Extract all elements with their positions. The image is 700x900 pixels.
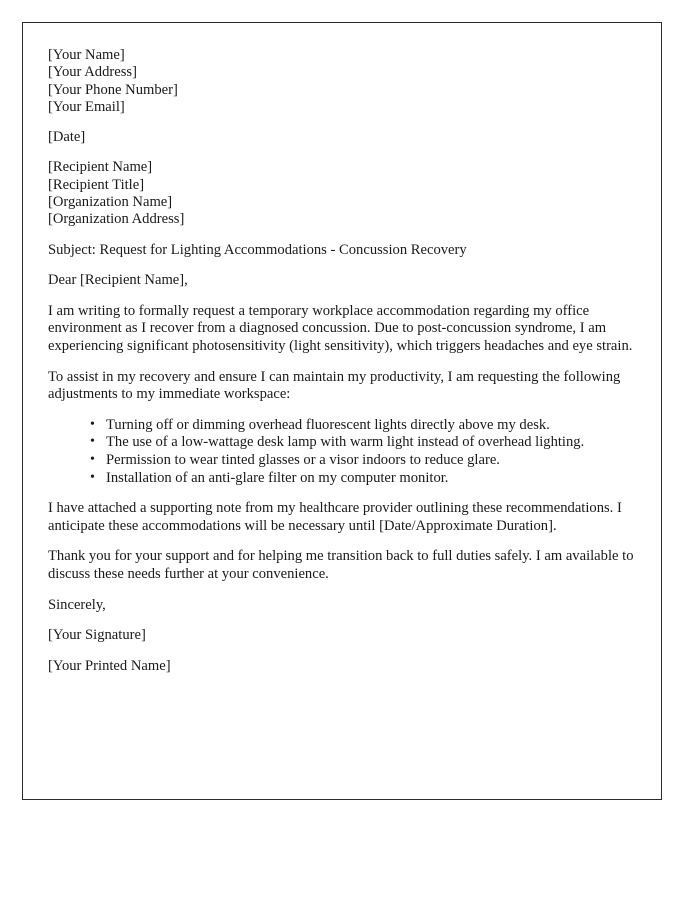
recipient-block	[48, 159, 637, 228]
sender-block	[48, 47, 637, 116]
body-paragraph-2: To assist in my recovery and ensure I can maintain my productivity, I am requesting the following adjustments to my immediate workspace:	[48, 368, 621, 403]
subject-line: Subject: Request for Lighting Accommodations - Concussion Recovery	[48, 241, 467, 258]
recipient-name: [Recipient Name]	[48, 159, 153, 176]
accommodation-request-list	[48, 417, 637, 487]
sender-address: [Your Address]	[48, 64, 137, 81]
list-item: • Turning off or dimming overhead fluorescent lights directly above my desk.	[90, 417, 637, 435]
valediction: Sincerely,	[48, 596, 106, 613]
body-paragraph-4: Thank you for your support and for helping me transition back to full duties safely. I am available to discuss these needs further at your convenience.	[48, 548, 634, 582]
signature-placeholder: [Your Signature]	[48, 627, 146, 644]
letter-page	[22, 22, 662, 800]
body-paragraph-3: I have attached a supporting note from my healthcare provider outlining these recommendations. I anticipate these accommodations will be necessary until [Date/Approximate Duration].	[48, 500, 622, 534]
list-item: • The use of a low-wattage desk lamp with warm light instead of overhead lighting.	[90, 434, 637, 452]
letter-body	[23, 23, 661, 675]
salutation: Dear [Recipient Name],	[48, 272, 188, 289]
list-item: • Installation of an anti-glare filter on my computer monitor.	[90, 470, 637, 488]
recipient-organization-address: [Organization Address]	[48, 211, 185, 228]
letter-date: [Date]	[48, 129, 86, 146]
body-paragraph-1: I am writing to formally request a temporary workplace accommodation regarding my office environment as I recover from a diagnosed concussion. Due to post-concussion syndrome, I am experiencing significant photosensitivity (light sensitivity), which triggers headaches and eye strain.	[48, 302, 633, 355]
date-block	[48, 129, 637, 146]
sender-email: [Your Email]	[48, 98, 125, 115]
recipient-organization: [Organization Name]	[48, 194, 173, 211]
sender-phone: [Your Phone Number]	[48, 81, 178, 98]
sender-name: [Your Name]	[48, 47, 125, 63]
list-item: • Permission to wear tinted glasses or a visor indoors to reduce glare.	[90, 452, 637, 470]
printed-name-placeholder: [Your Printed Name]	[48, 657, 171, 674]
recipient-title: [Recipient Title]	[48, 176, 145, 193]
